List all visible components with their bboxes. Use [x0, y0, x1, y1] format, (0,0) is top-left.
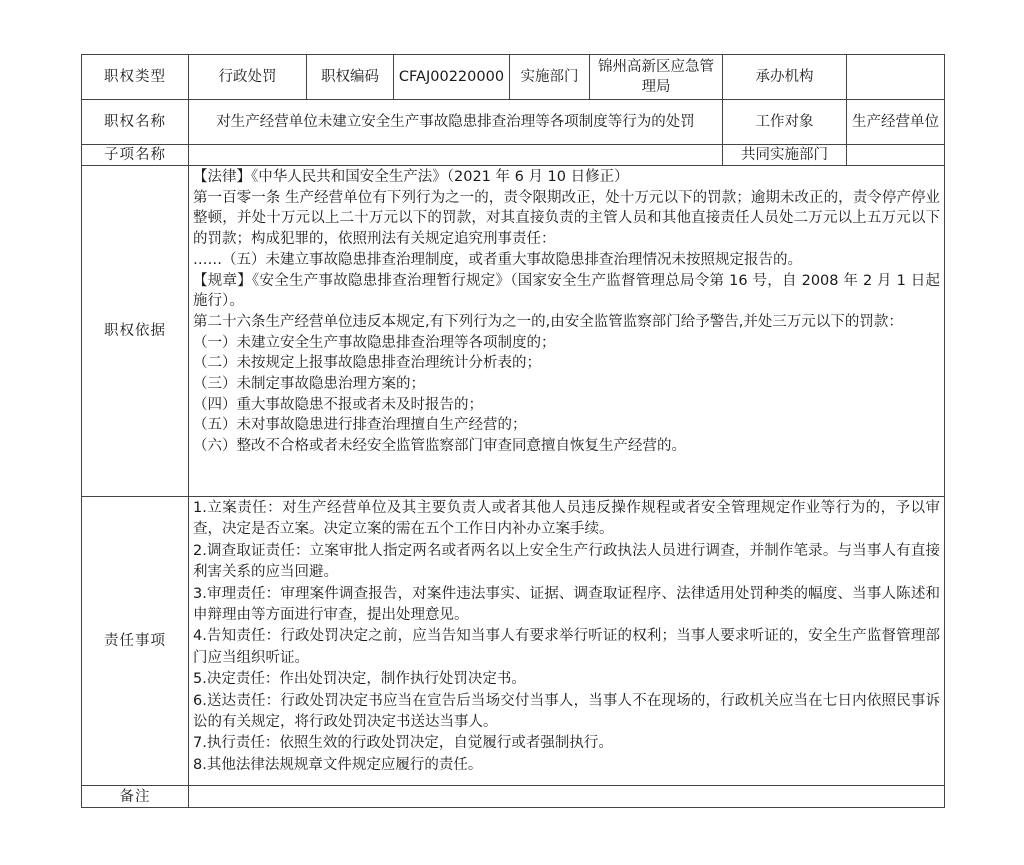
code-value: CFAJ00220000: [394, 55, 510, 100]
basis-law-article: 第一百零一条 生产经营单位有下列行为之一的，责令限期改正，处十万元以下的罚款；逾期未改正的，责令停产停业整顿，并处十万元以上二十万元以下的罚款，对其直接负责的主管人员和其他直接责任人员处二万元以上五万元以下的罚款；构成犯罪的，依照刑法有关规定追究刑事责任：: [193, 189, 940, 248]
duty-label: 责任事项: [82, 497, 189, 786]
authority-table: [81, 54, 945, 808]
type-value: 行政处罚: [189, 55, 307, 100]
basis-label: 职权依据: [82, 166, 189, 497]
name-value: 对生产经营单位未建立安全生产事故隐患排查治理等各项制度等行为的处罚: [189, 100, 723, 145]
row-subitem: [82, 145, 945, 166]
remark-label: 备注: [82, 786, 189, 808]
sub-label: 子项名称: [82, 145, 189, 166]
remark-value: [189, 786, 945, 808]
target-label: 工作对象: [723, 100, 847, 145]
duty-item-5: 5.决定责任：作出处罚决定，制作执行处罚决定书。: [193, 671, 526, 688]
basis-rule-item-4: （四）重大事故隐患不报或者未及时报告的；: [193, 396, 483, 413]
target-value: 生产经营单位: [847, 100, 945, 145]
code-label: 职权编码: [307, 55, 394, 100]
org-label: 承办机构: [723, 55, 847, 100]
joint-label: 共同实施部门: [723, 145, 847, 166]
basis-content: [189, 166, 945, 497]
row-remark: [82, 786, 945, 808]
duty-item-2: 2.调查取证责任：立案审批人指定两名或者两名以上安全生产行政执法人员进行调查，并制作笔录。与当事人有直接利害关系的应当回避。: [193, 542, 940, 581]
basis-rule-title: 【规章】《安全生产事故隐患排查治理暂行规定》（国家安全生产监督管理总局令第 16 号，自 2008 年 2 月 1 日起施行）。: [193, 272, 940, 310]
basis-rule-article: 第二十六条生产经营单位违反本规定,有下列行为之一的,由安全监管监察部门给予警告,并处三万元以下的罚款：: [193, 313, 903, 330]
duty-item-8: 8.其他法律法规规章文件规定应履行的责任。: [193, 756, 483, 773]
joint-value: [847, 145, 945, 166]
duty-item-1: 1.立案责任：对生产经营单位及其主要负责人或者其他人员违反操作规程或者安全管理规定作业等行为的，予以审查，决定是否立案。决定立案的需在五个工作日内补办立案手续。: [193, 500, 940, 538]
row-name: [82, 100, 945, 145]
basis-rule-item-2: （二）未按规定上报事故隐患排查治理统计分析表的；: [193, 355, 541, 372]
duty-item-7: 7.执行责任：依照生效的行政处罚决定，自觉履行或者强制执行。: [193, 735, 613, 752]
duty-content: [189, 497, 945, 786]
type-label: 职权类型: [82, 55, 189, 100]
dept-value: 锦州高新区应急管理局: [590, 55, 723, 100]
duty-item-6: 6.送达责任：行政处罚决定书应当在宣告后当场交付当事人，当事人不在现场的，行政机关应当在七日内依照民事诉讼的有关规定，将行政处罚决定书送达当事人。: [193, 692, 940, 731]
duty-item-3: 3.审理责任：审理案件调查报告，对案件违法事实、证据、调查取证程序、法律适用处罚种类的幅度、当事人陈述和申辩理由等方面进行审查，提出处理意见。: [193, 585, 940, 624]
name-label: 职权名称: [82, 100, 189, 145]
basis-rule-item-5: （五）未对事故隐患进行排查治理擅自生产经营的；: [193, 417, 527, 434]
basis-rule-item-3: （三）未制定事故隐患治理方案的；: [193, 376, 425, 393]
row-type: [82, 55, 945, 100]
basis-rule-item-6: （六）整改不合格或者未经安全监管监察部门审查同意擅自恢复生产经营的。: [193, 438, 686, 455]
sub-value: [189, 145, 723, 166]
basis-law-item: ……（五）未建立事故隐患排查治理制度，或者重大事故隐患排查治理情况未按照规定报告的。: [193, 251, 802, 268]
org-value: [847, 55, 945, 100]
duty-item-4: 4.告知责任：行政处罚决定之前，应当告知当事人有要求举行听证的权利；当事人要求听证的，安全生产监督管理部门应当组织听证。: [193, 628, 940, 666]
row-duty: [82, 497, 945, 786]
basis-rule-item-1: （一）未建立安全生产事故隐患排查治理等各项制度的；: [193, 334, 556, 351]
basis-law-title: 【法律】《中华人民共和国安全生产法》（2021 年 6 月 10 日修正）: [193, 169, 629, 185]
dept-label: 实施部门: [510, 55, 590, 100]
row-basis: [82, 166, 945, 497]
